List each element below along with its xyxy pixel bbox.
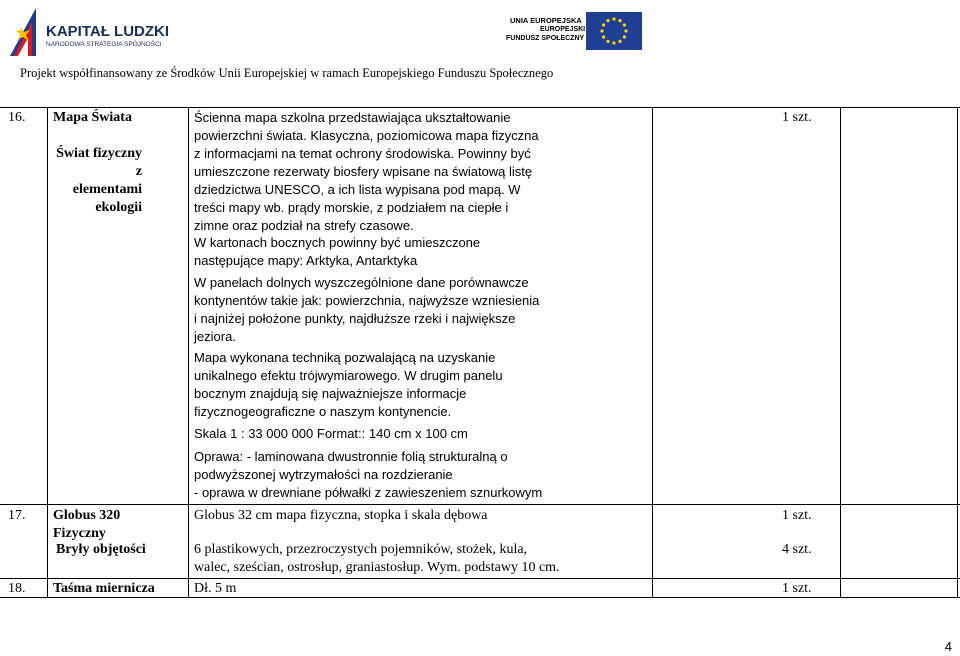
- row18-quantity: 1 szt.: [782, 581, 812, 596]
- kapital-ludzki-logo: [6, 4, 176, 60]
- row16-description-p6: Oprawa: - laminowana dwustronnie folią strukturalną o podwyższonej wytrzymałości na rozdzieranie - oprawa w drewniane półwałki z zawieszeniem sznurkowym: [194, 449, 543, 500]
- row17-name: Globus 320 Fizyczny: [53, 508, 121, 541]
- kapital-ludzki-subtitle: NARODOWA STRATEGIA SPÓJNOŚCI: [46, 41, 162, 48]
- row18-description: Dł. 5 m: [194, 581, 237, 596]
- row-divider-17-18: [0, 578, 960, 579]
- row16-description-p1: Ścienna mapa szkolna przedstawiająca ukształtowanie powierzchni świata. Klasyczna, poziomicowa mapa fizyczna z informacjami na temat ochrony środowiska. Powinny być umieszczone rezerwaty biosfery wpisane na światową listę dziedzictwa UNESCO, a ich lista wypisana pod mapą. W treści mapy wb. prądy morskie, z podziałem na ciepłe i zimne oraz podział na strefy czasowe.: [194, 110, 539, 233]
- row16-description-p2: W kartonach bocznych powinny być umieszczone następujące mapy: Arktyka, Antarktyka: [194, 235, 481, 268]
- solids-name: Bryły objętości: [56, 542, 146, 557]
- row17-number: 17.: [8, 508, 26, 523]
- col-divider-3: [652, 107, 653, 597]
- row16-description-p4: Mapa wykonana techniką pozwalającą na uzyskanie unikalnego efektu trójwymiarowego. W drugim panelu bocznym znajdują się najważniejsze informacje fizycznogeograficzne o naszym kontynencie.: [194, 350, 503, 419]
- eu-line3: FUNDUSZ SPOŁECZNY: [506, 35, 585, 42]
- row16-description-p3: W panelach dolnych wyszczególnione dane porównawcze kontynentów takie jak: powierzchnia, najwyższe wzniesienia i najniżej położone punkty, najdłuższe rzeki i największe jeziora.: [194, 275, 540, 344]
- col-divider-2: [188, 107, 189, 597]
- row16-number: 16.: [8, 110, 26, 125]
- row16-quantity: 1 szt.: [782, 110, 812, 125]
- col-divider-4: [840, 107, 841, 597]
- page-number: 4: [944, 639, 952, 654]
- row16-description-p5: Skala 1 : 33 000 000 Format:: 140 cm x 100 cm: [194, 426, 468, 441]
- eu-logo: [496, 4, 648, 54]
- row18-number: 18.: [8, 581, 26, 596]
- row-divider-16-17: [0, 504, 960, 505]
- kapital-ludzki-title: KAPITAŁ LUDZKI: [46, 23, 170, 40]
- eu-line1: UNIA EUROPEJSKA: [510, 16, 582, 25]
- solids-description: 6 plastikowych, przezroczystych pojemników, stożek, kula, walec, sześcian, ostrosłup, graniastosłup. Wym. podstawy 10 cm.: [194, 542, 560, 575]
- row16-name: Mapa Świata: [53, 110, 132, 125]
- table-top-border: [0, 107, 960, 108]
- eu-flag-icon: [586, 12, 642, 50]
- col-divider-1: [47, 107, 48, 597]
- solids-quantity: 4 szt.: [782, 542, 812, 557]
- row17-description: Globus 32 cm mapa fizyczna, stopka i skala dębowa: [194, 508, 488, 523]
- project-cofinancing-line: Projekt współfinansowany ze Środków Unii Europejskiej w ramach Europejskiego Funduszu Społecznego: [20, 66, 554, 80]
- col-divider-5: [957, 107, 958, 597]
- eu-line2: EUROPEJSKI: [540, 26, 586, 33]
- row18-name: Taśma miernicza: [53, 581, 155, 596]
- row16-subname: Świat fizyczny z elementami ekologii: [56, 146, 142, 215]
- row17-quantity: 1 szt.: [782, 508, 812, 523]
